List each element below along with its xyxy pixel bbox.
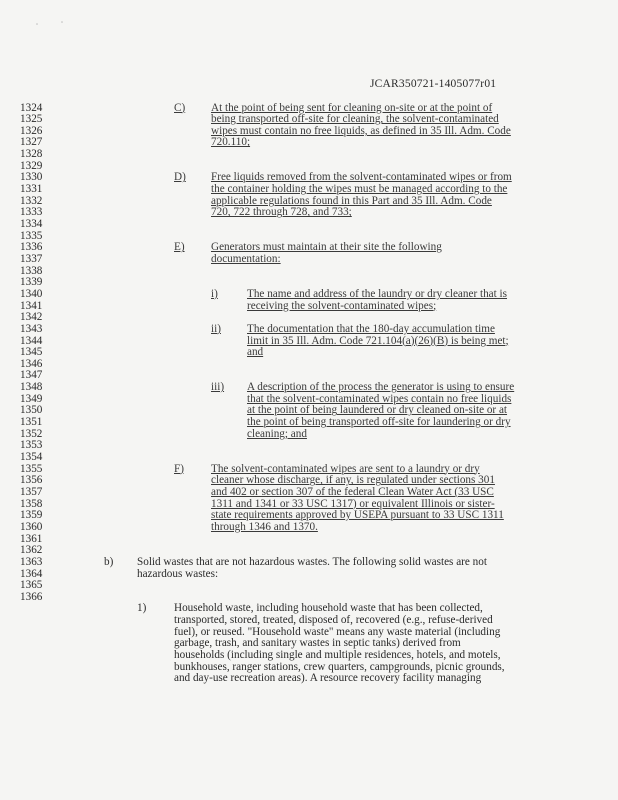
item-e-i-label: i) [211, 287, 218, 300]
item-f-line: through 1346 and 1370. [211, 520, 318, 533]
line-number: 1335 [20, 229, 43, 242]
item-f-line: 1311 and 1341 or 33 USC 1317) or equivalent Illinois or sister- [211, 497, 495, 510]
line-number: 1334 [20, 218, 43, 230]
item-e-line: documentation: [211, 252, 281, 265]
line-number: 1331 [20, 183, 43, 196]
item-e-iii-line: A description of the process the generator is using to ensure [247, 381, 515, 394]
speck [36, 23, 38, 25]
line-number: 1347 [20, 369, 43, 382]
line-number: 1336 [20, 241, 43, 254]
item-b1-line: garbage, trash, and sanitary wastes in septic tanks) derived from [174, 637, 461, 650]
item-d-line: 720, 722 through 728, and 733; [211, 206, 352, 219]
line-number: 1364 [20, 567, 43, 580]
document-id: JCAR350721-1405077r01 [370, 78, 497, 90]
item-c-line: At the point of being sent for cleaning on-site or at the point of [211, 101, 493, 114]
item-e-label: E) [174, 241, 185, 254]
item-e-i-line: The name and address of the laundry or dry cleaner that is [247, 287, 508, 300]
item-b1-line: Household waste, including household waste that has been collected, [174, 602, 483, 615]
item-b1-line: bunkhouses, ranger stations, crew quarters, campgrounds, picnic grounds, [174, 660, 505, 673]
item-c-label: C) [174, 101, 186, 114]
item-e-i-line: receiving the solvent-contaminated wipes; [247, 299, 437, 312]
line-number: 1358 [20, 497, 43, 510]
item-d-line: Free liquids removed from the solvent-contaminated wipes or from [211, 171, 512, 184]
line-number: 1362 [20, 544, 43, 557]
speck [61, 21, 63, 23]
item-f-line: cleaner whose discharge, if any, is regulated under sections 301 [211, 474, 495, 487]
line-number: 1361 [20, 532, 43, 545]
item-f-line: The solvent-contaminated wipes are sent to a laundry or dry [211, 462, 480, 475]
line-number: 1366 [20, 590, 43, 603]
line-number: 1348 [20, 381, 43, 394]
line-number: 1326 [20, 124, 43, 137]
line-number: 1360 [20, 520, 43, 533]
line-number: 1328 [20, 148, 43, 161]
line-number: 1324 [20, 101, 43, 114]
item-e-iii-line: cleaning; and [247, 427, 307, 440]
item-b-line: Solid wastes that are not hazardous wastes. The following solid wastes are not [137, 555, 487, 568]
line-number: 1355 [20, 462, 43, 475]
item-b1-label: 1) [137, 602, 147, 615]
item-c-line: 720.110; [211, 136, 251, 149]
item-e-ii-line: and [247, 346, 264, 359]
line-number: 1338 [20, 264, 43, 277]
line-number: 1346 [20, 357, 43, 370]
item-f-line: state requirements approved by USEPA pursuant to 33 USC 1311 [211, 509, 504, 522]
item-b-label: b) [104, 555, 114, 568]
item-d-line: applicable regulations found in this Part and 35 Ill. Adm. Code [211, 194, 492, 207]
line-number: 1333 [20, 206, 43, 219]
item-d-line: the container holding the wipes must be managed according to the [211, 183, 508, 195]
line-number: 1352 [20, 427, 43, 440]
line-number: 1345 [20, 346, 43, 359]
line-number: 1350 [20, 404, 43, 417]
line-number: 1341 [20, 299, 43, 312]
item-b1-line: transported, stored, treated, disposed of, recovered (e.g., refuse-derived [174, 614, 493, 627]
item-b1-line: fuel), or reused. "Household waste" means any waste material (including [174, 625, 501, 638]
line-number: 1329 [20, 159, 43, 172]
item-e-ii-line: limit in 35 Ill. Adm. Code 721.104(a)(26)(B) is being met; [247, 334, 509, 347]
scan-specks [34, 20, 74, 30]
line-number: 1327 [20, 136, 43, 149]
item-d-label: D) [174, 171, 186, 184]
line-number: 1357 [20, 485, 43, 498]
line-number: 1342 [20, 311, 43, 324]
line-number: 1365 [20, 579, 43, 592]
line-number: 1353 [20, 439, 43, 452]
line-number: 1332 [20, 194, 43, 207]
line-number: 1337 [20, 252, 43, 265]
line-number: 1359 [20, 509, 43, 522]
line-number: 1349 [20, 392, 43, 405]
item-e-iii-label: iii) [211, 381, 225, 394]
item-c-line: being transported off-site for cleaning, the solvent-contaminated [211, 113, 499, 126]
item-e-iii-line: that the solvent-contaminated wipes contain no free liquids [247, 392, 512, 405]
item-e-iii-line: the point of being transported off-site for laundering or dry [247, 416, 511, 428]
line-number: 1330 [20, 171, 43, 184]
line-number: 1363 [20, 555, 43, 568]
item-c-line: wipes must contain no free liquids, as defined in 35 Ill. Adm. Code [211, 124, 511, 137]
line-number: 1351 [20, 416, 43, 429]
item-e-ii-line: The documentation that the 180-day accumulation time [247, 322, 495, 335]
line-number: 1344 [20, 334, 43, 347]
item-f-line: and 402 or section 307 of the federal Clean Water Act (33 USC [211, 485, 494, 498]
line-number: 1325 [20, 113, 43, 126]
line-number: 1354 [20, 451, 43, 463]
line-number: 1340 [20, 287, 43, 300]
item-b-line: hazardous wastes: [137, 567, 219, 580]
line-number: 1356 [20, 474, 43, 487]
item-b1-line: and day-use recreation areas). A resource recovery facility managing [174, 672, 482, 685]
item-f-label: F) [174, 462, 184, 475]
item-e-ii-label: ii) [211, 322, 221, 335]
item-e-iii-line: at the point of being laundered or dry cleaned on-site or at [247, 404, 508, 417]
item-b1-line: households (including single and multiple residences, hotels, and motels, [174, 649, 501, 661]
line-number: 1339 [20, 276, 43, 289]
item-e-line: Generators must maintain at their site the following [211, 241, 442, 254]
line-number: 1343 [20, 322, 43, 335]
